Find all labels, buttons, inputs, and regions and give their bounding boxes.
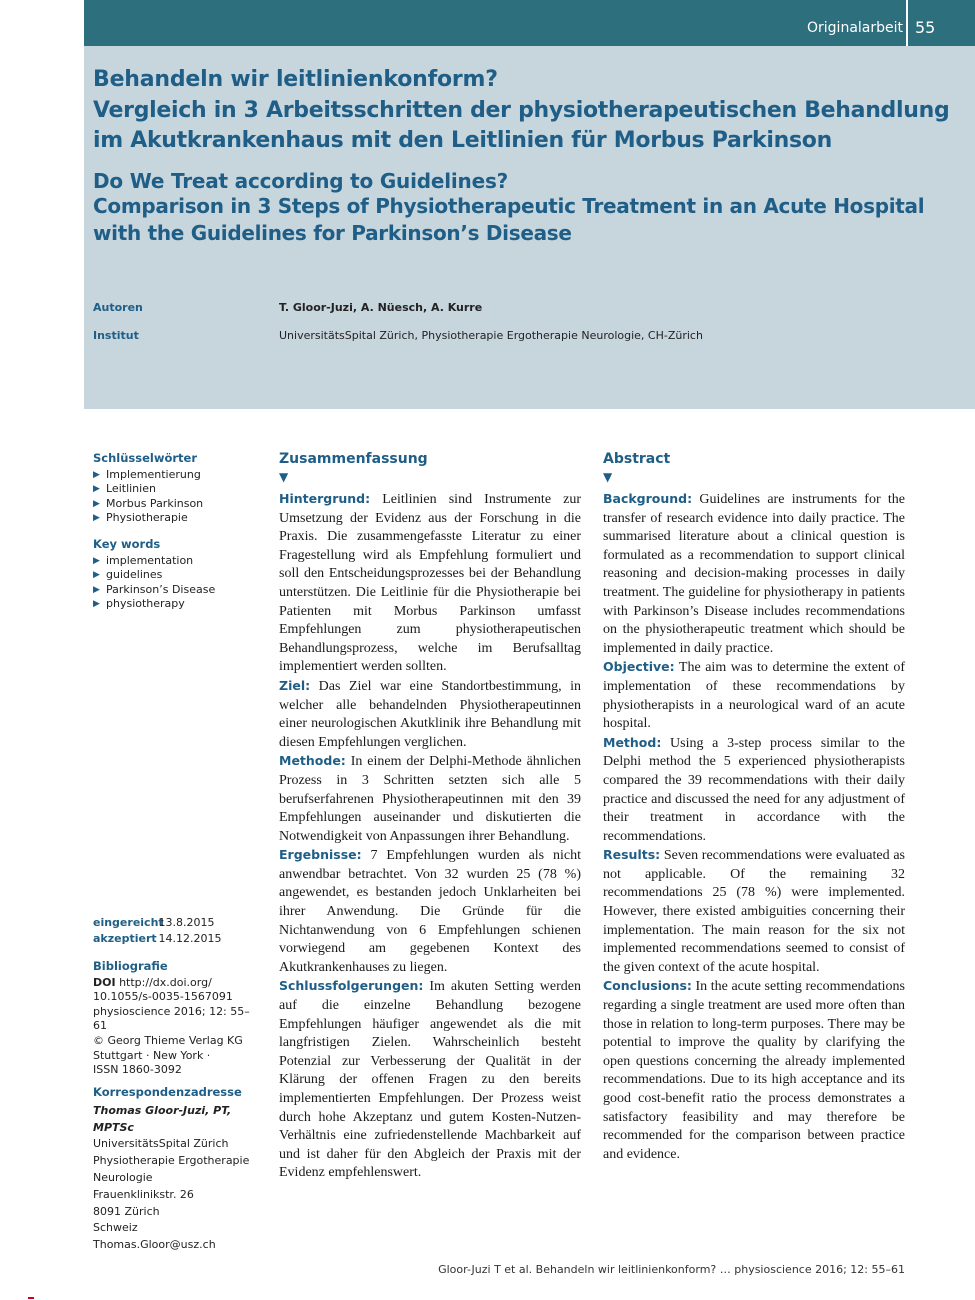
triangle-bullet-icon: ▶ — [93, 513, 100, 524]
abstract-section: Results: Seven recommendations were evaluated as not applicable. Of the remaining 32 recommendations 25 (78 %) were implemented. However, there existed ambiguities concerning their implementation. The main reason for the six not implemented recommendations seemed to consist of the given context of the acute hospital. — [603, 847, 905, 975]
address-line: 8091 Zürich — [93, 1204, 160, 1218]
abstract-section: Background: Guidelines are instruments for the transfer of research evidence into daily practice. The summarised literature about a clinical question is formulated as a recommendation to support clinical reasoning and decision-making processes in daily treatment. The guideline for physiotherapy in patients with Parkinson’s Disease includes recommendations on the physiotherapeutic treatment which should be implemented in daily practice. — [603, 491, 906, 656]
publisher-place: Stuttgart · New York · — [93, 1048, 211, 1062]
address-line: Neurologie — [93, 1170, 153, 1184]
zusammenfassung-section: Ziel: Das Ziel war eine Standortbestimmung, in welcher alle behandelnden Physiotherapeutinnen einer neurologischen Akutklinik ihre Behandlung mit diesen Empfehlungen verglichen. — [279, 677, 581, 750]
abstract-section: Objective: The aim was to determine the extent of implementation of these recommendations by physiotherapists in a neurological ward of an acute hospital. — [603, 659, 905, 732]
correspondence — [93, 1084, 263, 1254]
zusammenfassung-column — [279, 450, 581, 1183]
page-number: 55 — [915, 18, 936, 37]
triangle-bullet-icon: ▶ — [93, 599, 100, 610]
triangle-bullet-icon: ▶ — [93, 570, 100, 581]
issn: ISSN 1860-3092 — [93, 1063, 182, 1077]
zusammenfassung-section: Methode: In einem der Delphi-Methode ähnlichen Prozess in 3 Schritten setzten sich alle 5 berufserfahrenen Physiotherapeutinnen mit den 39 Empfehlungen auseinander und diskutierten die Notwendigkeit von Anpassungen ihrer Behandlung. — [279, 753, 582, 844]
authors-label: Autoren — [93, 301, 143, 314]
received-date-row: eingereicht 13.8.2015 — [93, 916, 215, 929]
keywords-german-label: Schlüsselwörter — [93, 451, 198, 465]
crop-mark — [28, 1297, 34, 1299]
zusammenfassung-section: Schlussfolgerungen: Im akuten Setting werden auf die einzelne Behandlung bezogene Empfehlungen häufiger angewendet als die mit langfristigen Zielen. Wahrscheinlich besteht Potenzial zur Verbesserung der Qualität in der Klärung der offenen Fragen zu den bereits implementierten Empfehlungen. Der Prozess weist durch hohe Akzeptanz und gutem Kosten-Nutzen-Verhältnis eine zufriedenstellende Machbarkeit auf und ist daher für den Abgleich der Praxis mit der Evidenz empfehlenswert. — [279, 978, 581, 1181]
keywords-german — [93, 451, 263, 526]
title-english: Do We Treat according to Guidelines? — [93, 169, 509, 193]
triangle-bullet-icon: ▶ — [93, 469, 100, 480]
footer-citation: Gloor-Juzi T et al. Behandeln wir leitlinienkonform? … physioscience 2016; 12: 55–61 — [438, 1263, 905, 1276]
keyword-item: ▶ Implementierung — [93, 467, 201, 481]
abstract-section: Conclusions: In the acute setting recommendations regarding a single treatment are used more often than those in relation to long-term purposes. There may be potential to improve the quality by clarifying the open questions concerning the already implemented recommendations. Due to its high acceptance and its good cost-benefit ratio the process demonstrates a satisfactory feasibility and may therefore be recommended for the comparison between practice and evidence. — [603, 978, 906, 1162]
subtitle-german: Vergleich in 3 Arbeitsschritten der physiotherapeutischen Behandlung im Akutkrankenhaus mit den Leitlinien für Morbus Parkinson — [93, 98, 950, 153]
address-line: Frauenklinikstr. 26 — [93, 1187, 194, 1201]
journal-ref: physioscience 2016; 12: 55–61 — [93, 1004, 250, 1033]
zusammenfassung-section: Hintergrund: Leitlinien sind Instrumente zur Umsetzung der Evidenz aus der Forschung in die Praxis. Die zusammengefasste Literatur zu einer Fragestellung wird als Empfehlung formuliert und soll den Entscheidungsprozesses bei der Behandlung unterstützen. Die Leitlinie für die Physiotherapie bei Patienten mit Morbus Parkinson umfasst Empfehlungen zum physiotherapeutischen Behandlungsprozess, welche im Berufsalltag implementiert werden sollten. — [279, 491, 581, 675]
bibliography — [93, 959, 263, 1078]
keywords-english — [93, 537, 263, 612]
bibliography-label: Bibliografie — [93, 959, 168, 973]
address-line: Schweiz — [93, 1221, 138, 1235]
triangle-bullet-icon: ▶ — [93, 584, 100, 595]
title-german: Behandeln wir leitlinienkonform? — [93, 67, 498, 92]
zusammenfassung-heading: Zusammenfassung — [279, 451, 428, 467]
triangle-bullet-icon: ▶ — [93, 498, 100, 509]
keyword-item: ▶ Parkinson’s Disease — [93, 582, 216, 596]
address-line: UniversitätsSpital Zürich — [93, 1137, 229, 1151]
address-line: Physiotherapie Ergotherapie — [93, 1154, 250, 1168]
header-divider — [906, 0, 908, 46]
down-triangle-icon: ▼ — [603, 470, 613, 484]
copyright: © Georg Thieme Verlag KG — [93, 1033, 243, 1047]
institute: UniversitätsSpital Zürich, Physiotherapie Ergotherapie Neurologie, CH-Zürich — [279, 329, 703, 342]
correspondence-label: Korrespondenzadresse — [93, 1085, 242, 1099]
keyword-item: ▶ Physiotherapie — [93, 511, 188, 525]
abstract-column — [603, 450, 905, 1164]
keyword-item: ▶ Morbus Parkinson — [93, 496, 204, 510]
correspondence-name: Thomas Gloor-Juzi, PT, MPTSc — [93, 1103, 232, 1134]
email-link[interactable]: Thomas.Gloor@usz.ch — [93, 1238, 216, 1252]
dates — [93, 915, 263, 947]
abstract-heading: Abstract — [603, 451, 671, 467]
accepted-date-row: akzeptiert 14.12.2015 — [93, 932, 222, 945]
doi-value: 10.1055/s-0035-1567091 — [93, 990, 233, 1004]
doi-link[interactable]: http://dx.doi.org/ — [119, 975, 212, 989]
keyword-item: ▶ physiotherapy — [93, 597, 185, 611]
keywords-english-label: Key words — [93, 537, 161, 551]
subtitle-english: Comparison in 3 Steps of Physiotherapeutic Treatment in an Acute Hospital with the Guidelines for Parkinson’s Disease — [93, 194, 925, 245]
keyword-item: ▶ Leitlinien — [93, 482, 156, 496]
section-label: Originalarbeit — [807, 20, 903, 36]
triangle-bullet-icon: ▶ — [93, 484, 100, 495]
authors: T. Gloor-Juzi, A. Nüesch, A. Kurre — [279, 301, 483, 314]
doi-line: DOI http://dx.doi.org/ — [93, 975, 212, 989]
header-bar — [84, 0, 975, 46]
keyword-item: ▶ guidelines — [93, 568, 163, 582]
keyword-item: ▶ implementation — [93, 553, 194, 567]
institute-label: Institut — [93, 329, 139, 342]
triangle-bullet-icon: ▶ — [93, 555, 100, 566]
abstract-section: Method: Using a 3-step process similar to the Delphi method the 5 experienced physiotherapists compared the 39 recommendations with their daily practice and discussed the need for any adjustment of their treatment in accordance with the recommendations. — [603, 734, 905, 844]
down-triangle-icon: ▼ — [279, 470, 289, 484]
zusammenfassung-section: Ergebnisse: 7 Empfehlungen wurden als nicht anwendbar betrachtet. Von 32 wurden 25 (78 %) angewendet, es bestanden jedoch Unklarheiten bei ihrer Anwendung. Die Gründe für die Nichtanwendung von 6 Empfehlungen schienen vorwiegend am gegebenen Kontext des Akutkrankenhauses zu liegen. — [279, 847, 582, 975]
